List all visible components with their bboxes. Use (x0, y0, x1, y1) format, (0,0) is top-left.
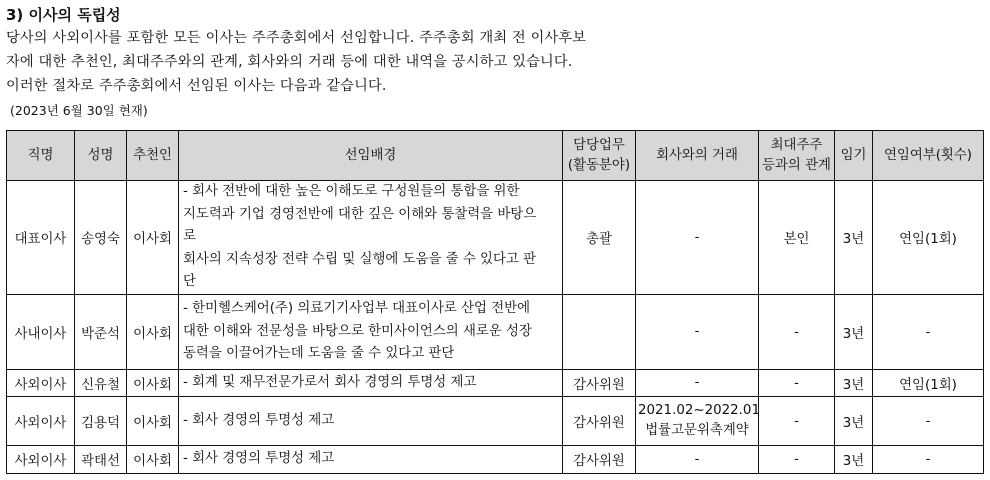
cell-background (179, 370, 563, 397)
intro-line-2: 자에 대한 추천인, 최대주주와의 관계, 회사와의 거래 등에 대한 내역을 공시하고 있습니다. (6, 54, 573, 70)
cell-name: 신유철 (75, 370, 127, 397)
cell-duty: 총괄 (563, 181, 636, 295)
cell-reappointment: 연임(1회) (873, 370, 984, 397)
header-background: 선임배경 (179, 131, 563, 181)
header-relation (759, 131, 835, 181)
header-name: 성명 (75, 131, 127, 181)
cell-transactions (636, 370, 759, 397)
intro-line-3: 이러한 절차로 주주총회에서 선임된 이사는 다음과 같습니다. (6, 78, 387, 94)
cell-recommender: 이사회 (127, 181, 179, 295)
cell-name: 김용덕 (75, 397, 127, 446)
cell-reappointment: - (873, 295, 984, 370)
cell-recommender: 이사회 (127, 446, 179, 474)
background-line: - 회사 경영의 투명성 제고 (183, 451, 335, 467)
background-line: 동력을 이끌어가는데 도움을 줄 수 있다고 판단 (183, 346, 455, 362)
transactions-line: - (694, 324, 700, 339)
background-line: - 회사 전반에 대한 높은 이해도로 구성원들의 통합을 위한 (183, 184, 520, 200)
header-reappointment: 연임여부(횟수) (873, 131, 984, 181)
cell-duty (563, 295, 636, 370)
cell-transactions (636, 181, 759, 295)
cell-position: 사외이사 (7, 370, 75, 397)
cell-transactions (636, 397, 759, 446)
table-header-row (7, 131, 984, 181)
cell-relation: - (759, 446, 835, 474)
header-duty-line-2: (활동분야) (567, 157, 631, 173)
header-relation-line-1: 최대주주 (770, 137, 823, 153)
cell-term: 3년 (835, 295, 873, 370)
table-row (7, 295, 984, 370)
cell-term: 3년 (835, 446, 873, 474)
cell-background (179, 446, 563, 474)
cell-name: 박준석 (75, 295, 127, 370)
cell-reappointment: - (873, 446, 984, 474)
cell-name: 송영숙 (75, 181, 127, 295)
cell-relation: - (759, 370, 835, 397)
cell-transactions (636, 295, 759, 370)
cell-reappointment: 연임(1회) (873, 181, 984, 295)
cell-recommender: 이사회 (127, 397, 179, 446)
header-transactions: 회사와의 거래 (636, 131, 759, 181)
transactions-line: - (694, 229, 700, 245)
header-recommender: 추천인 (127, 131, 179, 181)
header-duty (563, 131, 636, 181)
directors-table (6, 130, 984, 474)
cell-background (179, 295, 563, 370)
cell-recommender: 이사회 (127, 370, 179, 397)
transactions-line: - (694, 375, 700, 390)
cell-position: 사내이사 (7, 295, 75, 370)
cell-relation: - (759, 397, 835, 446)
cell-background (179, 397, 563, 446)
table-row (7, 446, 984, 474)
header-term: 임기 (835, 131, 873, 181)
cell-term: 3년 (835, 181, 873, 295)
background-line: 회사의 지속성장 전략 수립 및 실행에 도움을 줄 수 있다고 판 (183, 251, 537, 267)
background-line: 로 (183, 229, 196, 245)
section-title: 3) 이사의 독립성 (6, 6, 121, 24)
cell-reappointment: - (873, 397, 984, 446)
header-position: 직명 (7, 131, 75, 181)
table-row (7, 397, 984, 446)
cell-position: 사외이사 (7, 446, 75, 474)
background-line: 대한 이해와 전문성을 바탕으로 한미사이언스의 새로운 성장 (183, 323, 532, 339)
background-line: - 회계 및 재무전문가로서 회사 경영의 투명성 제고 (183, 374, 477, 390)
cell-recommender: 이사회 (127, 295, 179, 370)
transactions-line: 2021.02~2022.01 (638, 403, 760, 418)
cell-duty: 감사위원 (563, 370, 636, 397)
table-row (7, 370, 984, 397)
cell-position: 대표이사 (7, 181, 75, 295)
background-line: - 회사 경영의 투명성 제고 (183, 412, 335, 428)
background-line: 단 (183, 274, 196, 290)
cell-duty: 감사위원 (563, 397, 636, 446)
table-row (7, 181, 984, 295)
header-relation-line-2: 등과의 관계 (762, 157, 831, 173)
cell-relation: - (759, 295, 835, 370)
cell-name: 곽태선 (75, 446, 127, 474)
as-of-date: (2023년 6월 30일 현재) (10, 103, 148, 118)
cell-duty: 감사위원 (563, 446, 636, 474)
cell-term: 3년 (835, 397, 873, 446)
transactions-line: 법률고문위촉계약 (645, 423, 749, 438)
cell-term: 3년 (835, 370, 873, 397)
cell-relation: 본인 (759, 181, 835, 295)
background-line: 지도력과 기업 경영전반에 대한 깊은 이해와 통찰력을 바탕으 (183, 206, 537, 222)
intro-line-1: 당사의 사외이사를 포함한 모든 이사는 주주총회에서 선임합니다. 주주총회 개최 전 이사후보 (6, 30, 587, 46)
background-line: - 한미헬스케어(주) 의료기기사업부 대표이사로 산업 전반에 (183, 301, 531, 317)
cell-position: 사외이사 (7, 397, 75, 446)
cell-transactions (636, 446, 759, 474)
header-duty-line-1: 담당업무 (573, 137, 625, 153)
transactions-line: - (694, 451, 700, 467)
cell-background (179, 181, 563, 295)
